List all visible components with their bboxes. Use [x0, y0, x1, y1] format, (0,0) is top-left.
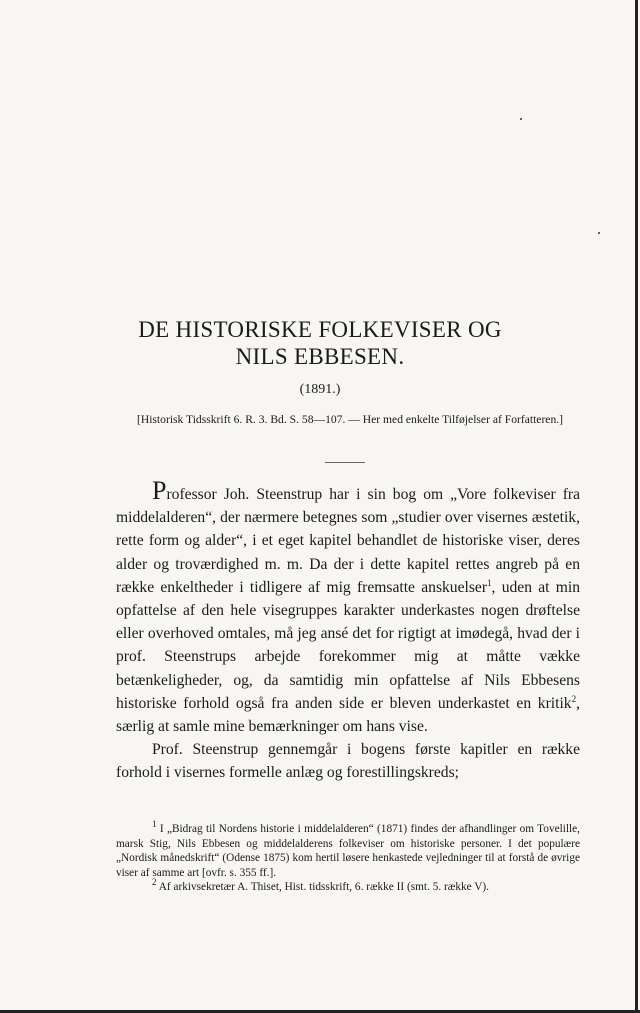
scan-speck [520, 118, 522, 120]
paragraph-2: Prof. Steenstrup gennemgår i bogens første kapitler en række forhold i visernes formelle anlæg og forestillingskreds; [116, 741, 580, 782]
paragraph-1 [116, 478, 580, 738]
article-title [120, 316, 520, 370]
title-line-2: NILS EBBESEN. [235, 344, 405, 369]
paragraph-1-part-1: rofessor Joh. Steenstrup har i sin bog om „Vore folkeviser fra middelalderen“, der nærmere betegnes som „studier over visernes æstetik, rette form og alder“, i et eget kapitel behandlet de historiske viser, deres alder og troværdighed m. m. Da der i dette kapitel rettes angreb på en række enkeltheder i tidligere af mig fremsatte anskuelser [116, 486, 580, 596]
footnote-1-text: I „Bidrag til Nordens historie i middelalderen“ (1871) findes der afhandlinger om Tovelille, marsk Stig, Nils Ebbesen og middelalderens folkeviser om historiske personer. I det populære „Nordisk månedskrift“ (Odense 1875) kom hertil løsere henkastede vejledninger til at forstå de øvrige viser af samme art [ovfr. s. 355 ff.]. [116, 823, 580, 879]
page-edge-shadow [635, 0, 638, 1013]
footnotes [116, 819, 580, 895]
footnote-2-text: Af arkivsekretær A. Thiset, Hist. tidsskrift, 6. række II (smt. 5. række V). [158, 881, 489, 893]
paragraph-1-part-3: , særlig at samle mine bemærkninger om hans vise. [116, 694, 580, 736]
source-note: [Historisk Tidsskrift 6. R. 3. Bd. S. 58—107. — Her med enkelte Tilføjelser af Forfatteren.] [136, 413, 564, 426]
footnote-ref-1: 1 [487, 577, 492, 588]
footnote-2 [116, 877, 580, 895]
publication-year: (1891.) [299, 382, 341, 397]
footnote-1-mark: 1 [152, 819, 157, 830]
footnote-2-mark: 2 [152, 877, 157, 888]
initial-letter: P [152, 476, 167, 505]
footnote-1 [116, 819, 580, 880]
scan-speck [598, 232, 600, 234]
footnote-ref-2: 2 [571, 693, 577, 704]
paragraph-1-part-2: , uden at min opfattelse af den hele visegruppes karakter underkastes nogen drøftelse eller overhoved omtales, må jeg ansé det for rigtigt at imødegå, hvad der i prof. Steenstrups arbejde forekommer mig at måtte vække betænkeligheder, og, da samtidig min opfattelse af Nils Ebbesens historiske forhold også fra anden side er bleven underkastet en kritik [116, 578, 581, 712]
body-text [116, 478, 580, 785]
title-line-1: DE HISTORISKE FOLKEVISER OG [138, 317, 502, 342]
section-divider [325, 462, 365, 463]
